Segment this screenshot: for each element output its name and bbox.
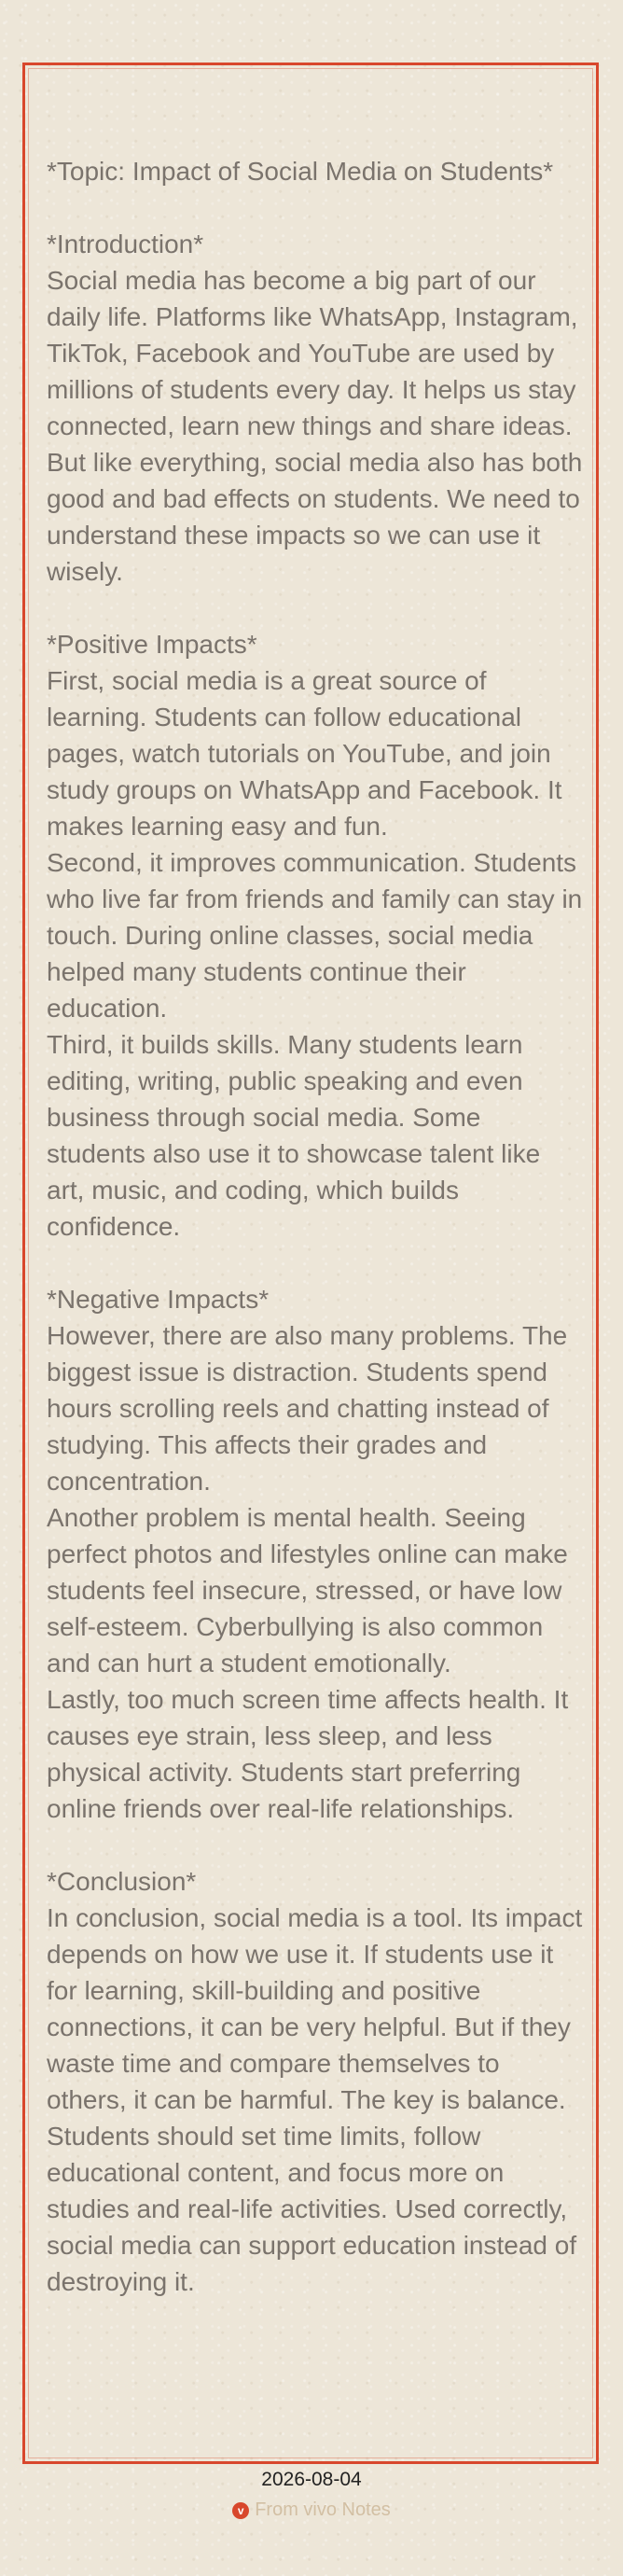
positive-paragraph-1: First, social media is a great source of learning. Students can follow educational pages, watch tutorials on YouTube, and join study groups on WhatsApp and Facebook. It makes learning easy and fun.: [47, 666, 570, 841]
conclusion-paragraph: In conclusion, social media is a tool. Its impact depends on how we use it. If students use it for learning, skill-building and positive connections, it can be very helpful. But if they waste time and compare themselves to others, it can be harmful. The key is balance. Students should set time limits, follow educational content, and focus more on studies and real-life activities. Used correctly, social media can support education instead of destroying it.: [47, 1903, 590, 2296]
note-footer: [0, 2466, 623, 2521]
paragraph-gap: [47, 590, 584, 626]
note-title: *Topic: Impact of Social Media on Students*: [47, 157, 554, 186]
introduction-paragraph: Social media has become a big part of our daily life. Platforms like WhatsApp, Instagram, TikTok, Facebook and YouTube are used by millions of students every day. It helps us stay connected, learn new things and share ideas. But like everything, social media also has both good and bad effects on students. We need to understand these impacts so we can use it wisely.: [47, 266, 590, 586]
paragraph-gap: [47, 1827, 584, 1863]
negative-paragraph-3: Lastly, too much screen time affects health. It causes eye strain, less sleep, and less physical activity. Students start preferring online friends over real-life relationships.: [47, 1685, 576, 1823]
note-source: [0, 2499, 623, 2521]
section-heading-conclusion: *Conclusion*: [47, 1867, 197, 1896]
section-heading-positive-impacts: *Positive Impacts*: [47, 630, 257, 659]
note-date: 2026-08-04: [261, 2469, 362, 2490]
note-body: [47, 153, 590, 2300]
paragraph-gap: [47, 1245, 584, 1281]
positive-paragraph-2: Second, it improves communication. Students who live far from friends and family can stay in touch. During online classes, social media helped many students continue their education.: [47, 848, 590, 1023]
source-label: From vivo Notes: [255, 2499, 391, 2520]
section-heading-introduction: *Introduction*: [47, 230, 204, 258]
positive-paragraph-3: Third, it builds skills. Many students learn editing, writing, public speaking and even business through social media. Some students also use it to showcase talent like art, music, and coding, which builds confidence.: [47, 1030, 547, 1241]
section-heading-negative-impacts: *Negative Impacts*: [47, 1285, 270, 1314]
paragraph-gap: [47, 189, 584, 226]
vivo-logo-icon: v: [232, 2502, 249, 2519]
negative-paragraph-2: Another problem is mental health. Seeing perfect photos and lifestyles online can make students feel insecure, stressed, or have low self-esteem. Cyberbullying is also common and can hurt a student emotionally.: [47, 1503, 575, 1678]
negative-paragraph-1: However, there are also many problems. The biggest issue is distraction. Students spend hours scrolling reels and chatting instead of studying. This affects their grades and concentration.: [47, 1321, 575, 1496]
